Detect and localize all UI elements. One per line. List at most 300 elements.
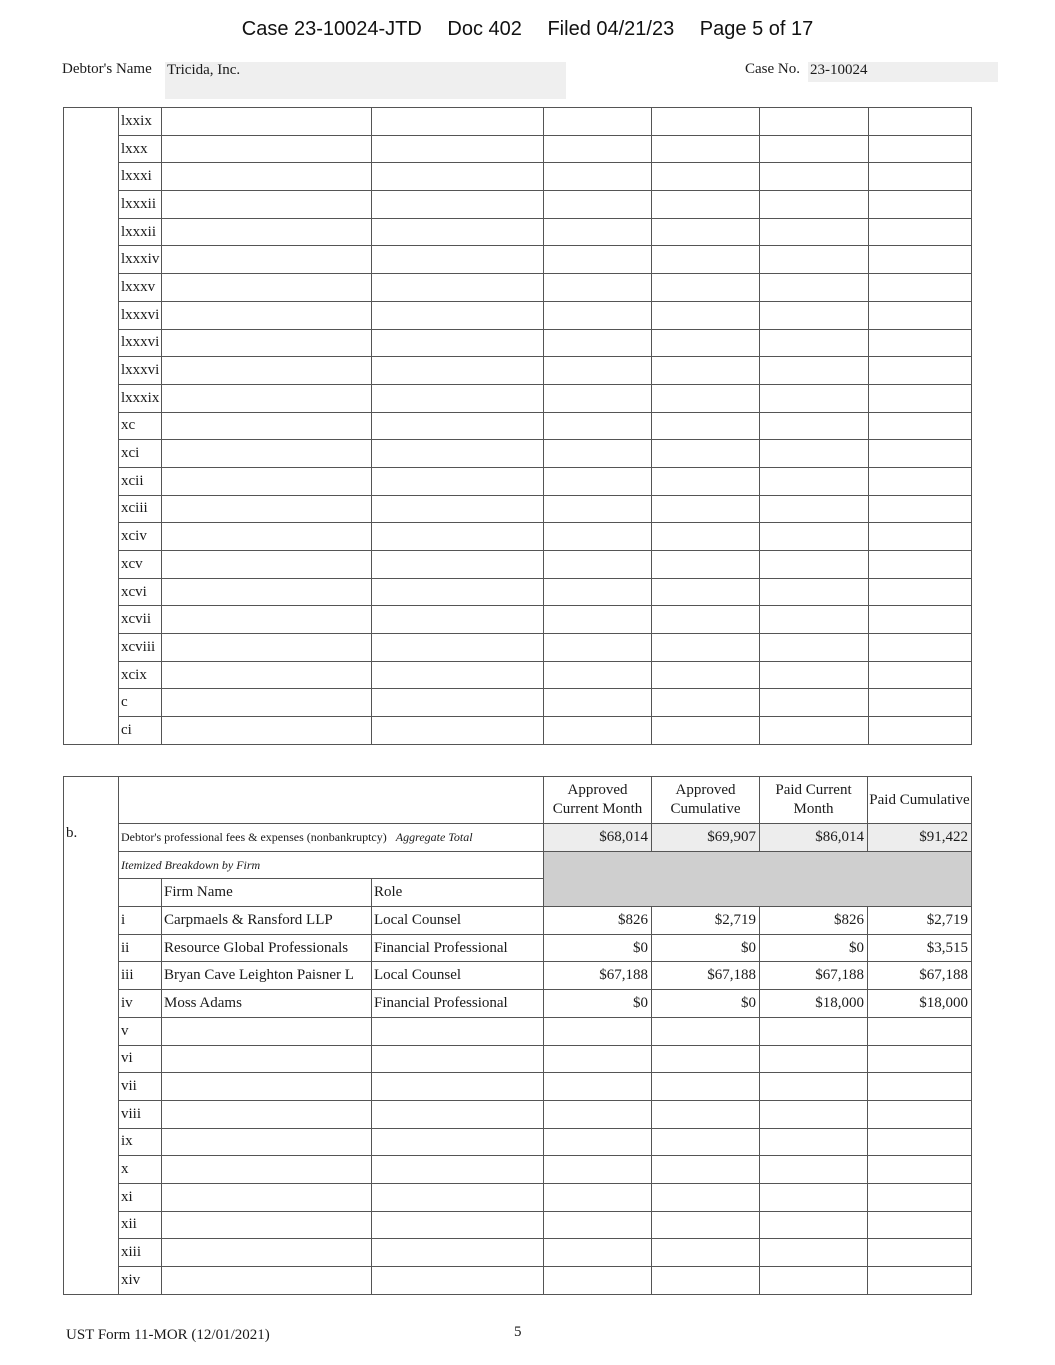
amount-cell[interactable] — [652, 135, 760, 163]
amount-cell[interactable] — [544, 329, 652, 357]
aggregate-paid-current-month[interactable]: $86,014 — [760, 824, 868, 852]
role-cell[interactable] — [372, 717, 544, 745]
amount-cell[interactable] — [652, 551, 760, 579]
amount-cell[interactable]: $18,000 — [868, 990, 972, 1018]
row-numeral: viii — [119, 1100, 162, 1128]
amount-cell[interactable]: $2,719 — [652, 907, 760, 935]
amount-cell[interactable] — [544, 606, 652, 634]
amount-cell[interactable] — [760, 1267, 868, 1295]
amount-cell[interactable] — [760, 301, 869, 329]
amount-cell[interactable] — [760, 1017, 868, 1045]
table-row — [64, 1183, 972, 1211]
role-cell[interactable]: Financial Professional — [372, 990, 544, 1018]
page-number: 5 — [514, 1324, 522, 1340]
amount-cell[interactable] — [760, 246, 869, 274]
amount-cell[interactable] — [544, 1156, 652, 1184]
amount-cell[interactable] — [760, 108, 869, 136]
amount-cell[interactable] — [544, 440, 652, 468]
firm-name-cell[interactable] — [162, 717, 372, 745]
amount-cell[interactable] — [760, 1100, 868, 1128]
amount-cell[interactable] — [869, 301, 972, 329]
firm-name-cell[interactable] — [162, 384, 372, 412]
row-numeral: vii — [119, 1073, 162, 1101]
firm-name-cell[interactable] — [162, 467, 372, 495]
row-numeral: xcvii — [119, 606, 162, 634]
firm-name-cell[interactable] — [162, 1045, 372, 1073]
role-cell[interactable] — [372, 634, 544, 662]
aggregate-approved-cumulative[interactable]: $69,907 — [652, 824, 760, 852]
amount-cell[interactable] — [869, 357, 972, 385]
row-numeral: x — [119, 1156, 162, 1184]
firm-row — [64, 990, 972, 1018]
amount-cell[interactable] — [868, 1267, 972, 1295]
row-numeral: lxxxii — [119, 191, 162, 219]
firm-name-cell[interactable] — [162, 578, 372, 606]
amount-cell[interactable] — [760, 329, 869, 357]
role-header: Role — [372, 879, 544, 907]
role-cell[interactable] — [372, 689, 544, 717]
amount-cell[interactable] — [760, 551, 869, 579]
amount-cell[interactable] — [869, 191, 972, 219]
amount-cell[interactable] — [760, 274, 869, 302]
amount-cell[interactable] — [544, 1045, 652, 1073]
amount-cell[interactable] — [652, 108, 760, 136]
firm-name-cell[interactable] — [162, 163, 372, 191]
table-row — [64, 551, 972, 579]
amount-cell[interactable] — [652, 1128, 760, 1156]
amount-cell[interactable] — [760, 384, 869, 412]
amount-cell[interactable] — [652, 578, 760, 606]
amount-cell[interactable] — [652, 301, 760, 329]
table-row — [64, 717, 972, 745]
row-numeral: lxxxix — [119, 384, 162, 412]
amount-cell[interactable] — [760, 1045, 868, 1073]
amount-cell[interactable] — [652, 1017, 760, 1045]
firm-row — [64, 934, 972, 962]
row-numeral: lxxxii — [119, 218, 162, 246]
amount-cell[interactable] — [544, 1073, 652, 1101]
amount-cell[interactable] — [544, 1128, 652, 1156]
amount-cell[interactable] — [868, 1183, 972, 1211]
debtor-name-field[interactable]: Tricida, Inc. — [165, 62, 566, 99]
role-cell[interactable] — [372, 301, 544, 329]
amount-cell[interactable] — [652, 440, 760, 468]
amount-cell[interactable]: $0 — [544, 990, 652, 1018]
firm-name-cell[interactable] — [162, 661, 372, 689]
filed-date-header: Filed 04/21/23 — [547, 18, 675, 40]
role-cell[interactable] — [372, 1211, 544, 1239]
case-no-field[interactable]: 23-10024 — [808, 62, 998, 82]
row-numeral: lxxix — [119, 108, 162, 136]
amount-cell[interactable] — [652, 661, 760, 689]
row-numeral: lxxxiv — [119, 246, 162, 274]
row-numeral: xci — [119, 440, 162, 468]
header-blank — [119, 777, 544, 824]
table-row — [64, 495, 972, 523]
row-numeral: iv — [119, 990, 162, 1018]
firm-name-cell[interactable] — [162, 274, 372, 302]
amount-cell[interactable] — [760, 440, 869, 468]
amount-cell[interactable] — [544, 301, 652, 329]
table-row — [64, 384, 972, 412]
amount-cell[interactable] — [869, 523, 972, 551]
table-row — [64, 467, 972, 495]
amount-cell[interactable]: $67,188 — [868, 962, 972, 990]
amount-cell[interactable] — [544, 135, 652, 163]
amount-cell[interactable] — [760, 163, 869, 191]
firm-name-cell[interactable] — [162, 689, 372, 717]
firm-name-cell[interactable] — [162, 523, 372, 551]
amount-cell[interactable] — [869, 246, 972, 274]
amount-cell[interactable] — [652, 1045, 760, 1073]
amount-cell[interactable] — [544, 523, 652, 551]
amount-cell[interactable] — [760, 1211, 868, 1239]
amount-cell[interactable] — [544, 1267, 652, 1295]
role-cell[interactable] — [372, 495, 544, 523]
row-numeral: xc — [119, 412, 162, 440]
firm-name-cell[interactable]: Resource Global Professionals — [162, 934, 372, 962]
amount-cell[interactable] — [652, 357, 760, 385]
row-numeral: iii — [119, 962, 162, 990]
table-row — [64, 689, 972, 717]
row-numeral: xi — [119, 1183, 162, 1211]
role-cell[interactable] — [372, 606, 544, 634]
amount-cell[interactable] — [760, 467, 869, 495]
amount-cell[interactable] — [652, 218, 760, 246]
amount-cell[interactable] — [652, 412, 760, 440]
amount-cell[interactable] — [652, 1100, 760, 1128]
amount-cell[interactable] — [652, 495, 760, 523]
role-cell[interactable] — [372, 1128, 544, 1156]
amount-cell[interactable] — [544, 495, 652, 523]
amount-cell[interactable] — [869, 440, 972, 468]
role-cell[interactable] — [372, 384, 544, 412]
amount-cell[interactable]: $2,719 — [868, 907, 972, 935]
amount-cell[interactable] — [869, 551, 972, 579]
amount-cell[interactable] — [544, 634, 652, 662]
amount-cell[interactable] — [544, 467, 652, 495]
firm-name-cell[interactable] — [162, 1183, 372, 1211]
amount-cell[interactable] — [544, 1017, 652, 1045]
section-letter: b. — [64, 777, 119, 1295]
professional-fees-continuation-table — [63, 107, 972, 745]
section-margin-cell — [64, 108, 119, 745]
row-numeral: xcvi — [119, 578, 162, 606]
amount-cell[interactable]: $3,515 — [868, 934, 972, 962]
row-numeral: lxxxvi — [119, 301, 162, 329]
amount-cell[interactable] — [868, 1100, 972, 1128]
header-approved-cumulative: Approved Cumulative — [652, 777, 760, 824]
amount-cell[interactable] — [868, 1239, 972, 1267]
amount-cell[interactable] — [869, 274, 972, 302]
role-cell[interactable] — [372, 1073, 544, 1101]
role-cell[interactable]: Financial Professional — [372, 934, 544, 962]
row-numeral: xcviii — [119, 634, 162, 662]
amount-cell[interactable] — [652, 467, 760, 495]
amount-cell[interactable] — [652, 634, 760, 662]
amount-cell[interactable] — [868, 1045, 972, 1073]
amount-cell[interactable] — [760, 606, 869, 634]
debtor-name-label: Debtor's Name — [62, 61, 152, 77]
aggregate-paid-cumulative[interactable]: $91,422 — [868, 824, 972, 852]
amount-cell[interactable] — [544, 246, 652, 274]
row-numeral: c — [119, 689, 162, 717]
aggregate-approved-current-month[interactable]: $68,014 — [544, 824, 652, 852]
amount-cell[interactable] — [869, 495, 972, 523]
firm-name-cell[interactable] — [162, 440, 372, 468]
table-row — [64, 1211, 972, 1239]
row-numeral: xciii — [119, 495, 162, 523]
role-cell[interactable] — [372, 1017, 544, 1045]
amount-cell[interactable] — [760, 661, 869, 689]
role-cell[interactable] — [372, 329, 544, 357]
firm-name-cell[interactable] — [162, 108, 372, 136]
court-header — [0, 18, 1055, 41]
table-row — [64, 274, 972, 302]
amount-cell[interactable] — [868, 1156, 972, 1184]
table-row — [64, 108, 972, 136]
firm-name-cell[interactable] — [162, 1239, 372, 1267]
amount-cell[interactable] — [760, 1183, 868, 1211]
amount-cell[interactable] — [652, 523, 760, 551]
amount-cell[interactable] — [760, 495, 869, 523]
firm-row — [64, 907, 972, 935]
amount-cell[interactable]: $18,000 — [760, 990, 868, 1018]
amount-cell[interactable] — [868, 1211, 972, 1239]
amount-cell[interactable] — [652, 1239, 760, 1267]
amount-cell[interactable] — [760, 1239, 868, 1267]
firm-name-cell[interactable]: Carpmaels & Ransford LLP — [162, 907, 372, 935]
amount-cell[interactable] — [868, 1073, 972, 1101]
firm-name-cell[interactable] — [162, 1017, 372, 1045]
role-cell[interactable] — [372, 108, 544, 136]
amount-cell[interactable] — [652, 329, 760, 357]
amount-cell[interactable] — [869, 384, 972, 412]
row-numeral: ii — [119, 934, 162, 962]
table-row — [64, 578, 972, 606]
amount-cell[interactable] — [544, 551, 652, 579]
firm-name-cell[interactable] — [162, 301, 372, 329]
role-cell[interactable] — [372, 1239, 544, 1267]
amount-cell[interactable] — [652, 191, 760, 219]
table-row — [64, 606, 972, 634]
amount-cell[interactable] — [544, 717, 652, 745]
firm-name-cell[interactable] — [162, 1100, 372, 1128]
firm-name-cell[interactable] — [162, 1128, 372, 1156]
amount-cell[interactable] — [868, 1128, 972, 1156]
amount-cell[interactable] — [652, 717, 760, 745]
row-numeral: ci — [119, 717, 162, 745]
amount-cell[interactable] — [544, 163, 652, 191]
amount-cell[interactable] — [869, 218, 972, 246]
amount-cell[interactable] — [869, 108, 972, 136]
row-numeral: xcv — [119, 551, 162, 579]
amount-cell[interactable] — [869, 578, 972, 606]
table-row — [64, 634, 972, 662]
amount-cell[interactable]: $0 — [544, 934, 652, 962]
amount-cell[interactable]: $826 — [544, 907, 652, 935]
row-numeral: lxxxvi — [119, 329, 162, 357]
amount-cell[interactable] — [544, 108, 652, 136]
amount-cell[interactable] — [869, 661, 972, 689]
role-cell[interactable] — [372, 1045, 544, 1073]
amount-cell[interactable] — [544, 357, 652, 385]
firm-name-cell[interactable]: Bryan Cave Leighton Paisner L — [162, 962, 372, 990]
amount-cell[interactable] — [652, 1073, 760, 1101]
amount-cell[interactable] — [544, 689, 652, 717]
role-cell[interactable] — [372, 274, 544, 302]
doc-number-header: Doc 402 — [447, 18, 522, 40]
firm-name-cell[interactable] — [162, 1156, 372, 1184]
table-row — [64, 412, 972, 440]
amount-cell[interactable] — [652, 1156, 760, 1184]
amount-cell[interactable] — [544, 661, 652, 689]
table-row — [64, 218, 972, 246]
amount-cell[interactable] — [652, 606, 760, 634]
role-cell[interactable] — [372, 1100, 544, 1128]
role-cell[interactable]: Local Counsel — [372, 907, 544, 935]
firm-name-cell[interactable] — [162, 1073, 372, 1101]
amount-cell[interactable]: $67,188 — [652, 962, 760, 990]
row-numeral: xciv — [119, 523, 162, 551]
role-cell[interactable] — [372, 357, 544, 385]
role-cell[interactable] — [372, 246, 544, 274]
role-cell[interactable] — [372, 191, 544, 219]
role-cell[interactable] — [372, 135, 544, 163]
row-numeral: lxxx — [119, 135, 162, 163]
role-cell[interactable] — [372, 551, 544, 579]
firm-name-header: Firm Name — [162, 879, 372, 907]
row-numeral: xiii — [119, 1239, 162, 1267]
amount-cell[interactable] — [869, 634, 972, 662]
firm-name-cell[interactable] — [162, 606, 372, 634]
amount-cell[interactable] — [760, 689, 869, 717]
role-cell[interactable] — [372, 661, 544, 689]
firm-name-cell[interactable] — [162, 1211, 372, 1239]
amount-cell[interactable]: $67,188 — [760, 962, 868, 990]
role-cell[interactable] — [372, 440, 544, 468]
amount-cell[interactable] — [652, 274, 760, 302]
table-row — [64, 1239, 972, 1267]
amount-cell[interactable]: $826 — [760, 907, 868, 935]
amount-cell[interactable]: $0 — [652, 934, 760, 962]
amount-cell[interactable] — [652, 246, 760, 274]
amount-cell[interactable] — [652, 1183, 760, 1211]
firm-name-cell[interactable] — [162, 551, 372, 579]
amount-cell[interactable] — [869, 135, 972, 163]
role-cell[interactable] — [372, 218, 544, 246]
amount-cell[interactable] — [869, 467, 972, 495]
amount-cell[interactable] — [760, 357, 869, 385]
role-cell[interactable] — [372, 523, 544, 551]
amount-cell[interactable] — [868, 1017, 972, 1045]
amount-cell[interactable] — [544, 1239, 652, 1267]
amount-cell[interactable] — [760, 191, 869, 219]
firm-name-cell[interactable] — [162, 191, 372, 219]
firm-name-cell[interactable] — [162, 412, 372, 440]
amount-cell[interactable] — [652, 163, 760, 191]
firm-name-cell[interactable] — [162, 329, 372, 357]
amount-cell[interactable] — [544, 218, 652, 246]
amount-cell[interactable] — [869, 329, 972, 357]
role-cell[interactable] — [372, 1156, 544, 1184]
role-cell[interactable]: Local Counsel — [372, 962, 544, 990]
role-cell[interactable] — [372, 163, 544, 191]
shaded-block — [544, 851, 972, 906]
firm-name-cell[interactable] — [162, 218, 372, 246]
amount-cell[interactable] — [760, 1073, 868, 1101]
table-row — [64, 1128, 972, 1156]
firm-name-cell[interactable] — [162, 495, 372, 523]
amount-cell[interactable] — [544, 412, 652, 440]
amount-cell[interactable] — [760, 1128, 868, 1156]
amount-cell[interactable] — [652, 1267, 760, 1295]
row-numeral: lxxxi — [119, 163, 162, 191]
table-row — [64, 661, 972, 689]
role-cell[interactable] — [372, 1267, 544, 1295]
amount-cell[interactable] — [760, 218, 869, 246]
aggregate-total-label — [119, 824, 544, 852]
amount-cell[interactable] — [760, 523, 869, 551]
form-footer: UST Form 11-MOR (12/01/2021) — [66, 1327, 270, 1343]
amount-cell[interactable] — [652, 384, 760, 412]
amount-cell[interactable] — [869, 689, 972, 717]
table-row — [64, 246, 972, 274]
header-approved-current-month: Approved Current Month — [544, 777, 652, 824]
firm-name-cell[interactable] — [162, 634, 372, 662]
role-cell[interactable] — [372, 1183, 544, 1211]
amount-cell[interactable] — [760, 634, 869, 662]
amount-cell[interactable] — [869, 606, 972, 634]
firm-name-cell[interactable] — [162, 1267, 372, 1295]
amount-cell[interactable] — [652, 1211, 760, 1239]
amount-cell[interactable] — [869, 717, 972, 745]
table-row — [64, 523, 972, 551]
amount-cell[interactable] — [760, 1156, 868, 1184]
role-cell[interactable] — [372, 412, 544, 440]
firm-name-cell[interactable] — [162, 246, 372, 274]
amount-cell[interactable]: $0 — [652, 990, 760, 1018]
row-numeral: xiv — [119, 1267, 162, 1295]
amount-cell[interactable] — [760, 578, 869, 606]
amount-cell[interactable] — [544, 191, 652, 219]
amount-cell[interactable] — [544, 384, 652, 412]
aggregate-total-suffix: Aggregate Total — [395, 829, 473, 844]
amount-cell[interactable] — [652, 689, 760, 717]
amount-cell[interactable] — [760, 135, 869, 163]
firm-name-cell[interactable] — [162, 135, 372, 163]
amount-cell[interactable] — [544, 1211, 652, 1239]
row-numeral: i — [119, 907, 162, 935]
amount-cell[interactable] — [869, 163, 972, 191]
amount-cell[interactable] — [760, 717, 869, 745]
firm-name-cell[interactable]: Moss Adams — [162, 990, 372, 1018]
itemized-breakdown-label: Itemized Breakdown by Firm — [119, 851, 544, 879]
amount-cell[interactable] — [869, 412, 972, 440]
amount-cell[interactable] — [544, 274, 652, 302]
amount-cell[interactable]: $0 — [760, 934, 868, 962]
amount-cell[interactable] — [760, 412, 869, 440]
amount-cell[interactable] — [544, 1100, 652, 1128]
header-paid-cumulative: Paid Cumulative — [868, 777, 972, 824]
firm-name-cell[interactable] — [162, 357, 372, 385]
role-cell[interactable] — [372, 578, 544, 606]
aggregate-label-text: Debtor's professional fees & expenses (nonbankruptcy) — [121, 829, 387, 844]
role-cell[interactable] — [372, 467, 544, 495]
amount-cell[interactable]: $67,188 — [544, 962, 652, 990]
amount-cell[interactable] — [544, 1183, 652, 1211]
amount-cell[interactable] — [544, 578, 652, 606]
